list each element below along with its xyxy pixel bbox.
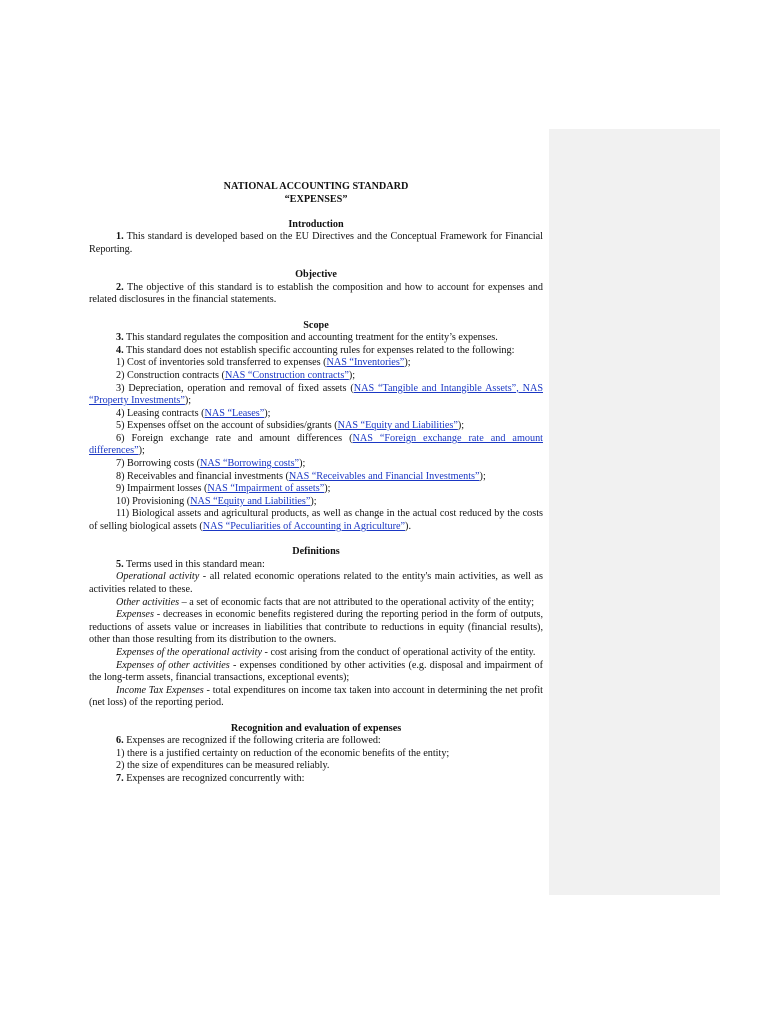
scope-item-tail: ); [348, 369, 356, 381]
scope-item-text: 4) Leasing contracts ( [116, 407, 205, 419]
scope-item-tail: ); [310, 495, 317, 507]
paragraph-text: Expenses are recognized concurrently with: [123, 772, 305, 784]
paragraph-text: The objective of this standard is to establish the composition and how to account for expenses and related disclosures in the financial statements. [89, 281, 543, 306]
scope-item-tail: ); [264, 407, 271, 419]
comment-margin-pane [549, 129, 720, 895]
definition-text: - expenses conditioned by other activities (e.g. disposal and impairment of the long-term assets, financial transactions, exceptional events); [89, 659, 543, 684]
scope-item [89, 471, 543, 484]
introduction-heading: Introduction [288, 218, 344, 230]
paragraph-number: 5. [116, 558, 124, 570]
scope-item [89, 383, 543, 408]
scope-item-text: 2) Construction contracts ( [116, 369, 225, 381]
definition-item [89, 571, 543, 596]
definition-text: - all related economic operations related to the entity's main activities, as well as activities related to these. [89, 571, 543, 595]
scope-heading: Scope [303, 319, 329, 331]
paragraph-text: Expenses are recognized if the following criteria are followed: [123, 735, 381, 747]
scope-item [89, 408, 543, 421]
paragraph-1 [89, 231, 543, 256]
nas-reference-link[interactable]: NAS “Construction contracts” [224, 369, 349, 381]
paragraph-text: Terms used in this standard mean: [123, 558, 265, 570]
nas-reference-link[interactable]: NAS “Tangible and Intangible Assets”, NAS “Property Investments” [89, 382, 543, 407]
paragraph-number: 4. [116, 344, 124, 356]
nas-reference-link[interactable]: NAS “Equity and Liabilities” [190, 495, 311, 507]
objective-heading: Objective [295, 269, 337, 281]
definition-term: Expenses of other activities [116, 659, 230, 671]
definition-item [89, 609, 543, 647]
scope-item-tail: ); [324, 483, 331, 495]
definitions-heading: Definitions [292, 546, 340, 558]
paragraph-text: This standard does not establish specific accounting rules for expenses related to the following: [123, 344, 515, 356]
definition-term: Expenses [116, 609, 154, 621]
scope-item [89, 458, 543, 471]
scope-item [89, 370, 543, 383]
paragraph-5 [89, 559, 543, 572]
scope-item-tail: ); [457, 420, 465, 432]
paragraph-number: 1. [116, 231, 124, 243]
nas-reference-link[interactable]: NAS “Peculiarities of Accounting in Agriculture” [202, 521, 406, 533]
paragraph-6 [89, 735, 543, 748]
paragraph-number: 2. [116, 281, 124, 293]
scope-item-tail: ); [184, 395, 192, 407]
nas-reference-link[interactable]: NAS “Leases” [204, 407, 265, 419]
paragraph-number: 6. [116, 735, 124, 747]
definition-item [89, 660, 543, 685]
definition-text: – a set of economic facts that are not attributed to the operational activity of the entity; [179, 596, 535, 608]
nas-reference-link[interactable]: NAS “Equity and Liabilities” [337, 420, 458, 432]
recognition-heading: Recognition and evaluation of expenses [230, 722, 402, 734]
paragraph-2 [89, 282, 543, 307]
scope-item-tail: ); [299, 458, 306, 470]
criteria-item: 2) the size of expenditures can be measured reliably. [116, 760, 330, 772]
nas-reference-link[interactable]: NAS “Impairment of assets” [207, 483, 325, 495]
scope-item [89, 496, 543, 509]
definition-item [89, 685, 543, 710]
scope-item-text: 1) Cost of inventories sold transferred to expenses ( [116, 357, 327, 369]
definition-text: - total expenditures on income tax taken into account in determining the net profit (net loss) of the reporting period. [89, 684, 544, 709]
paragraph-text: This standard is developed based on the EU Directives and the Conceptual Framework for Financial Reporting. [89, 231, 543, 255]
nas-reference-link[interactable]: NAS “Inventories” [326, 357, 405, 369]
definition-term: Operational activity [116, 571, 200, 583]
scope-item-text: 9) Impairment losses ( [116, 483, 208, 495]
definition-term: Expenses of the operational activity [116, 646, 262, 658]
paragraph-3 [89, 332, 543, 345]
definition-text: - cost arising from the conduct of operational activity of the entity. [261, 646, 536, 658]
scope-item [89, 433, 543, 458]
scope-item-text: 3) Depreciation, operation and removal of fixed assets ( [116, 382, 354, 394]
definition-item [89, 647, 543, 660]
definition-term: Other activities [116, 596, 180, 608]
scope-item-text: 7) Borrowing costs ( [116, 458, 201, 470]
scope-item-text: 5) Expenses offset on the account of subsidies/grants ( [116, 420, 338, 432]
definition-item [89, 597, 543, 610]
scope-item-text: 6) Foreign exchange rate and amount differences ( [116, 432, 353, 444]
paragraph-number: 7. [116, 772, 124, 784]
scope-item [89, 483, 543, 496]
paragraph-text: This standard regulates the composition and accounting treatment for the entity’s expenses. [123, 332, 498, 344]
scope-item-text: 11) Biological assets and agricultural products, as well as change in the actual cost reduced by the costs of selling biological assets ( [89, 508, 543, 533]
document-page [89, 181, 543, 786]
nas-reference-link[interactable]: NAS “Receivables and Financial Investments” [288, 470, 480, 482]
scope-item-tail: ); [479, 470, 486, 482]
paragraph-4 [89, 345, 543, 358]
scope-item [89, 420, 543, 433]
scope-item-text: 10) Provisioning ( [116, 495, 191, 507]
definition-text: - decreases in economic benefits registered during the reporting period in the form of outputs, reductions of assets value or increases in liabilities that contribute to reductions in equity (financial results), other than those resulting from its distribution to the owners. [89, 609, 543, 646]
nas-reference-link[interactable]: NAS “Foreign exchange rate and amount differences” [89, 432, 543, 457]
definition-term: Income Tax Expenses [116, 684, 204, 696]
paragraph-7 [89, 773, 543, 786]
scope-item-tail: ). [405, 521, 411, 533]
scope-item-text: 8) Receivables and financial investments ( [116, 470, 289, 482]
document-title-line2: “EXPENSES” [284, 193, 348, 205]
scope-item-tail: ); [138, 445, 145, 457]
document-title-line1: NATIONAL ACCOUNTING STANDARD [223, 181, 409, 192]
scope-item [89, 357, 543, 370]
criteria-item: 1) there is a justified certainty on reduction of the economic benefits of the entity; [116, 747, 450, 759]
paragraph-number: 3. [116, 332, 124, 344]
scope-item-tail: ); [404, 357, 411, 369]
nas-reference-link[interactable]: NAS “Borrowing costs” [200, 458, 300, 470]
scope-item [89, 508, 543, 533]
